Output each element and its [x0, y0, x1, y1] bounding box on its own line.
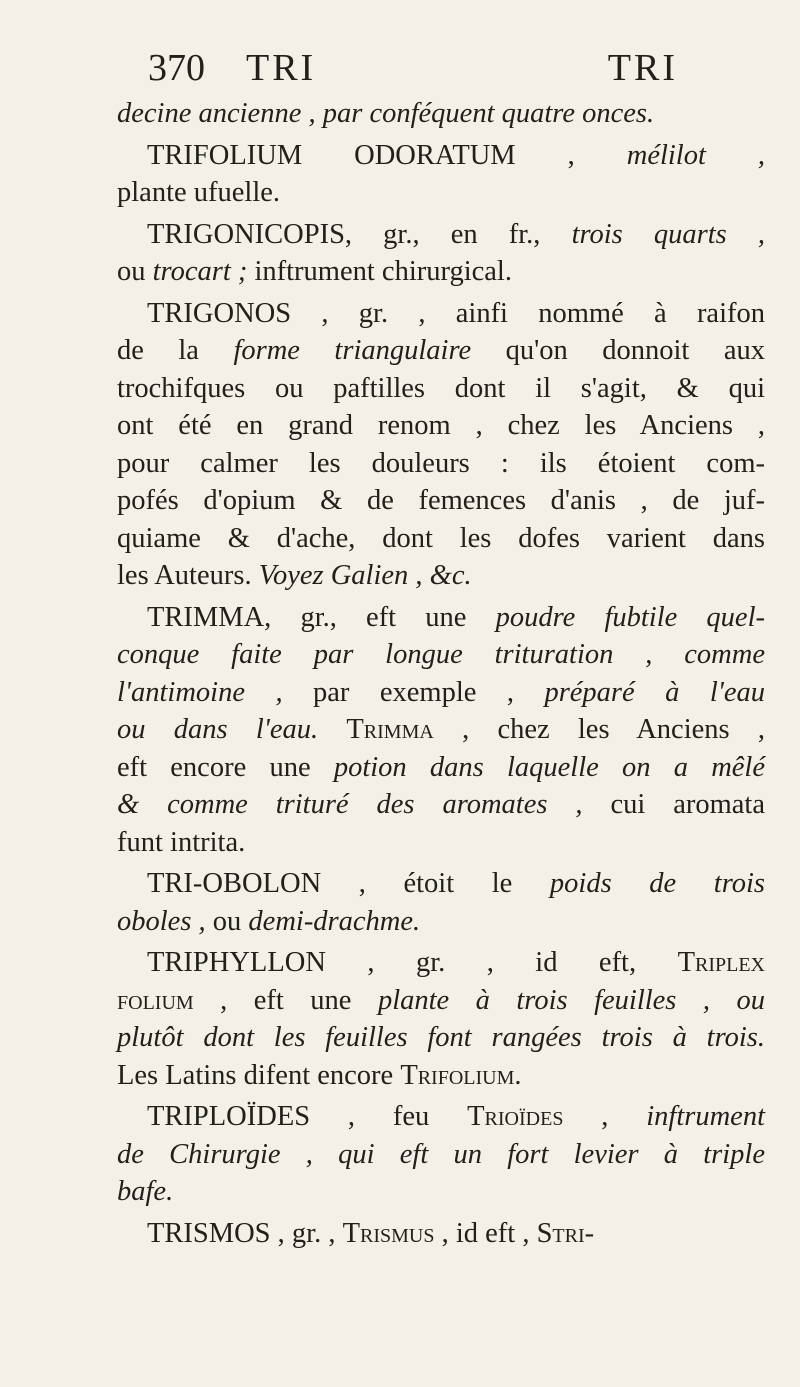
text-line: [117, 824, 765, 862]
text-segment: funt intrita.: [117, 826, 246, 858]
text-line: [117, 370, 765, 408]
text-segment: Trismus: [342, 1217, 435, 1249]
text-segment: Trioïdes: [467, 1101, 564, 1132]
dictionary-text: [117, 95, 765, 1252]
text-segment: préparé à l'eau: [544, 676, 765, 708]
text-line: [117, 557, 765, 595]
text-segment: plutôt dont les feuilles font rangées trois à trois.: [117, 1022, 765, 1053]
text-segment: trois quarts ,: [571, 218, 766, 250]
text-segment: forme triangulaire: [233, 335, 472, 366]
text-segment: TRISMOS , gr. ,: [147, 1217, 343, 1249]
text-segment: Les Latins difent encore: [117, 1059, 401, 1091]
text-segment: cui aromata: [582, 789, 765, 820]
text-segment: TRIGONOS , gr. , ainfi nommé à raifon: [147, 297, 765, 329]
text-segment: TRIFOLIUM ODORATUM ,: [147, 139, 627, 171]
text-segment: oboles ,: [117, 905, 206, 937]
text-segment: Trifolium.: [400, 1059, 522, 1091]
text-line: [117, 903, 765, 941]
text-line: [117, 674, 765, 712]
text-segment: pofés d'opium & de femences d'anis , de juf-: [117, 485, 765, 516]
text-segment: l'antimoine ,: [117, 676, 283, 708]
text-segment: Trimma: [346, 714, 434, 745]
text-segment: mélilot ,: [626, 139, 765, 171]
text-segment: trocart ;: [152, 256, 248, 287]
text-line: [117, 711, 765, 749]
text-line: [117, 636, 765, 674]
running-header: [148, 46, 678, 96]
text-line: [117, 1173, 765, 1211]
text-line: [117, 1215, 765, 1253]
text-segment: TRI-OBOLON , étoit le: [147, 868, 550, 899]
text-segment: Triplex: [677, 947, 765, 978]
text-segment: ,: [563, 1101, 647, 1132]
text-segment: ou dans l'eau.: [117, 714, 319, 745]
text-segment: les Auteurs.: [117, 560, 259, 591]
text-segment: decine ancienne , par conféquent quatre onces.: [117, 98, 655, 129]
text-segment: folium: [117, 984, 194, 1016]
text-segment: inftrument: [646, 1101, 765, 1132]
text-line: [117, 786, 765, 824]
text-segment: ou: [205, 905, 249, 937]
text-line: [117, 295, 765, 333]
text-segment: demi-drachme.: [248, 905, 421, 937]
text-segment: poids de trois: [549, 868, 766, 899]
text-segment: poudre fubtile quel-: [495, 601, 765, 633]
text-line: [117, 865, 765, 903]
text-line: [117, 174, 765, 212]
text-line: [117, 332, 765, 370]
text-line: [117, 1019, 765, 1057]
text-segment: [318, 714, 346, 745]
text-line: [117, 216, 765, 254]
text-segment: bafe.: [117, 1176, 174, 1207]
text-line: [117, 599, 765, 637]
text-line: [117, 253, 765, 291]
text-line: [117, 520, 765, 558]
text-line: [117, 1136, 765, 1174]
text-segment: , id eft ,: [434, 1217, 537, 1249]
text-segment: ou: [117, 256, 153, 287]
text-line: [117, 944, 765, 982]
text-line: [117, 749, 765, 787]
text-segment: plante à trois feuilles , ou: [377, 984, 765, 1016]
text-line: [117, 982, 765, 1020]
text-segment: potion dans laquelle on a mêlé: [333, 751, 765, 783]
page-number: 370: [148, 47, 205, 89]
text-line: [117, 407, 765, 445]
text-segment: & comme trituré des aromates ,: [117, 789, 583, 820]
text-segment: trochifques ou paftilles dont il s'agit, & qui: [117, 372, 765, 404]
text-segment: TRIGONICOPIS, gr., en fr.,: [147, 218, 572, 250]
text-segment: TRIPLOÏDES , feu: [147, 1101, 468, 1132]
text-line: [117, 137, 765, 175]
text-segment: , eft une: [193, 984, 378, 1016]
text-segment: ont été en grand renom , chez les Anciens ,: [117, 410, 765, 441]
text-segment: plante ufuelle.: [117, 177, 281, 208]
text-segment: TRIMMA, gr., eft une: [147, 601, 496, 633]
text-segment: inftrument chirurgical.: [247, 256, 512, 287]
text-segment: conque faite par longue trituration , comme: [117, 639, 765, 670]
text-line: [117, 445, 765, 483]
text-segment: Voyez Galien , &c.: [258, 560, 472, 591]
text-segment: de la: [117, 335, 234, 366]
text-line: [117, 95, 765, 133]
text-segment: eft encore une: [117, 751, 334, 783]
text-segment: TRIPHYLLON , gr. , id eft,: [147, 947, 678, 978]
text-segment: quiame & d'ache, dont les dofes varient dans: [117, 522, 765, 554]
text-line: [117, 1057, 765, 1095]
text-line: [117, 482, 765, 520]
text-segment: par exemple ,: [282, 676, 545, 708]
text-segment: , chez les Anciens ,: [433, 714, 765, 745]
text-segment: Stri-: [536, 1217, 595, 1249]
text-segment: de Chirurgie , qui eft un fort levier à triple: [117, 1138, 765, 1170]
text-segment: pour calmer les douleurs : ils étoient com-: [117, 447, 765, 479]
headword-right: TRI: [607, 47, 678, 89]
text-line: [117, 1098, 765, 1136]
headword-left: TRI: [246, 47, 317, 89]
text-segment: qu'on donnoit aux: [471, 335, 765, 366]
